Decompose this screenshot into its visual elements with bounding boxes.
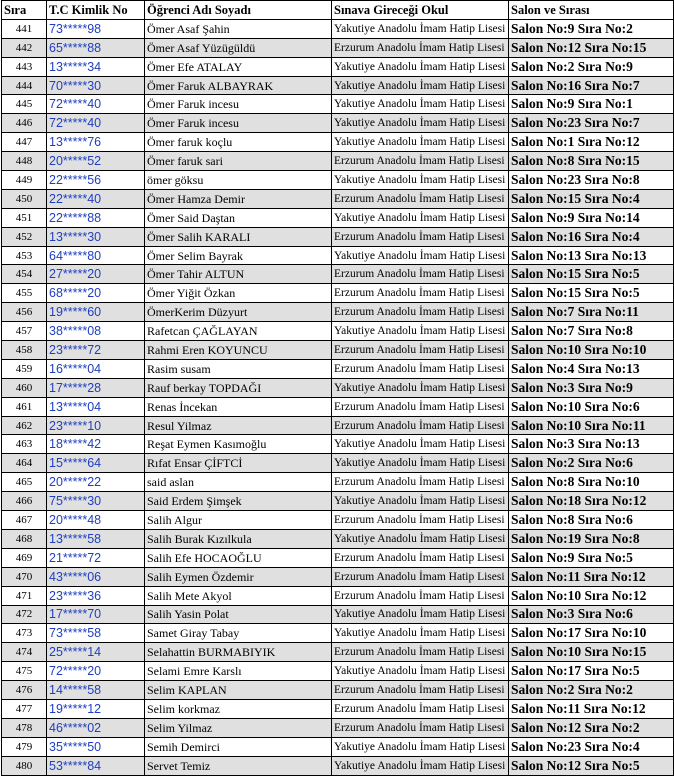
school-cell: Yakutiye Anadolu İmam Hatip Lisesi (332, 529, 509, 548)
tc-cell: 22*****40 (47, 189, 145, 208)
tc-cell: 25*****14 (47, 643, 145, 662)
table-row (2, 359, 674, 378)
salon-cell: Salon No:8 Sıra No:10 (509, 473, 674, 492)
name-cell: Ömer faruk sari (145, 152, 332, 171)
table-row (2, 586, 674, 605)
table-row (2, 511, 674, 530)
sira-cell: 452 (2, 227, 47, 246)
name-cell: Selim korkmaz (145, 699, 332, 718)
name-cell: Ömer Salih KARALI (145, 227, 332, 246)
school-cell: Erzurum Anadolu İmam Hatip Lisesi (332, 548, 509, 567)
table-row (2, 114, 674, 133)
name-cell: Ömer Tahir ALTUN (145, 265, 332, 284)
salon-cell: Salon No:10 Sıra No:10 (509, 341, 674, 360)
name-cell: Ömer Said Daştan (145, 208, 332, 227)
salon-cell: Salon No:23 Sıra No:7 (509, 114, 674, 133)
salon-cell: Salon No:8 Sıra No:6 (509, 511, 674, 530)
sira-cell: 478 (2, 718, 47, 737)
school-cell: Yakutiye Anadolu İmam Hatip Lisesi (332, 57, 509, 76)
tc-cell: 68*****20 (47, 284, 145, 303)
name-cell: Samet Giray Tabay (145, 624, 332, 643)
name-cell: Salih Eymen Özdemir (145, 567, 332, 586)
name-cell: Ömer Asaf Şahin (145, 19, 332, 38)
salon-cell: Salon No:15 Sıra No:4 (509, 189, 674, 208)
salon-cell: Salon No:13 Sıra No:13 (509, 246, 674, 265)
sira-cell: 461 (2, 397, 47, 416)
sira-cell: 463 (2, 435, 47, 454)
school-cell: Yakutiye Anadolu İmam Hatip Lisesi (332, 322, 509, 341)
name-cell: Rıfat Ensar ÇİFTCİ (145, 454, 332, 473)
salon-cell: Salon No:18 Sıra No:12 (509, 492, 674, 511)
header-salon: Salon ve Sırası (509, 1, 674, 20)
tc-cell: 35*****50 (47, 737, 145, 756)
salon-cell: Salon No:2 Sıra No:6 (509, 454, 674, 473)
tc-cell: 21*****72 (47, 548, 145, 567)
table-row (2, 303, 674, 322)
name-cell: Rafetcan ÇAĞLAYAN (145, 322, 332, 341)
tc-cell: 20*****48 (47, 511, 145, 530)
table-body (2, 19, 674, 775)
name-cell: Ömer Faruk incesu (145, 95, 332, 114)
name-cell: Selahattin BURMABIYIK (145, 643, 332, 662)
sira-cell: 477 (2, 699, 47, 718)
sira-cell: 464 (2, 454, 47, 473)
tc-cell: 43*****06 (47, 567, 145, 586)
sira-cell: 469 (2, 548, 47, 567)
table-row (2, 756, 674, 775)
salon-cell: Salon No:10 Sıra No:11 (509, 416, 674, 435)
salon-cell: Salon No:1 Sıra No:12 (509, 133, 674, 152)
table-row (2, 492, 674, 511)
name-cell: Semih Demirci (145, 737, 332, 756)
sira-cell: 449 (2, 171, 47, 190)
sira-cell: 446 (2, 114, 47, 133)
name-cell: Salih Yasin Polat (145, 605, 332, 624)
school-cell: Yakutiye Anadolu İmam Hatip Lisesi (332, 114, 509, 133)
name-cell: Selim Yilmaz (145, 718, 332, 737)
table-row (2, 397, 674, 416)
salon-cell: Salon No:16 Sıra No:7 (509, 76, 674, 95)
table-row (2, 567, 674, 586)
school-cell: Yakutiye Anadolu İmam Hatip Lisesi (332, 378, 509, 397)
salon-cell: Salon No:23 Sıra No:8 (509, 171, 674, 190)
table-row (2, 322, 674, 341)
name-cell: Ömer Faruk incesu (145, 114, 332, 133)
school-cell: Erzurum Anadolu İmam Hatip Lisesi (332, 473, 509, 492)
table-row (2, 284, 674, 303)
tc-cell: 17*****28 (47, 378, 145, 397)
school-cell: Yakutiye Anadolu İmam Hatip Lisesi (332, 605, 509, 624)
salon-cell: Salon No:7 Sıra No:8 (509, 322, 674, 341)
table-row (2, 95, 674, 114)
school-cell: Erzurum Anadolu İmam Hatip Lisesi (332, 359, 509, 378)
school-cell: Erzurum Anadolu İmam Hatip Lisesi (332, 303, 509, 322)
tc-cell: 13*****34 (47, 57, 145, 76)
school-cell: Yakutiye Anadolu İmam Hatip Lisesi (332, 624, 509, 643)
table-row (2, 435, 674, 454)
tc-cell: 20*****22 (47, 473, 145, 492)
name-cell: Rahmi Eren KOYUNCU (145, 341, 332, 360)
school-cell: Yakutiye Anadolu İmam Hatip Lisesi (332, 756, 509, 775)
name-cell: Ömer Efe ATALAY (145, 57, 332, 76)
salon-cell: Salon No:9 Sıra No:2 (509, 19, 674, 38)
name-cell: Selim KAPLAN (145, 681, 332, 700)
school-cell: Yakutiye Anadolu İmam Hatip Lisesi (332, 737, 509, 756)
table-row (2, 265, 674, 284)
school-cell: Erzurum Anadolu İmam Hatip Lisesi (332, 265, 509, 284)
name-cell: Resul Yilmaz (145, 416, 332, 435)
name-cell: ÖmerKerim Düzyurt (145, 303, 332, 322)
school-cell: Yakutiye Anadolu İmam Hatip Lisesi (332, 19, 509, 38)
school-cell: Yakutiye Anadolu İmam Hatip Lisesi (332, 246, 509, 265)
table-row (2, 681, 674, 700)
name-cell: Salih Mete Akyol (145, 586, 332, 605)
school-cell: Erzurum Anadolu İmam Hatip Lisesi (332, 397, 509, 416)
salon-cell: Salon No:16 Sıra No:4 (509, 227, 674, 246)
school-cell: Yakutiye Anadolu İmam Hatip Lisesi (332, 435, 509, 454)
table-row (2, 473, 674, 492)
name-cell: Salih Burak Kızılkula (145, 529, 332, 548)
header-row (2, 1, 674, 20)
school-cell: Erzurum Anadolu İmam Hatip Lisesi (332, 416, 509, 435)
school-cell: Erzurum Anadolu İmam Hatip Lisesi (332, 643, 509, 662)
salon-cell: Salon No:12 Sıra No:2 (509, 718, 674, 737)
name-cell: Ömer Faruk ALBAYRAK (145, 76, 332, 95)
name-cell: Rauf berkay TOPDAĞI (145, 378, 332, 397)
salon-cell: Salon No:10 Sıra No:12 (509, 586, 674, 605)
header-sira: Sıra (2, 1, 47, 20)
name-cell: Rasim susam (145, 359, 332, 378)
tc-cell: 46*****02 (47, 718, 145, 737)
sira-cell: 453 (2, 246, 47, 265)
tc-cell: 22*****56 (47, 171, 145, 190)
salon-cell: Salon No:11 Sıra No:12 (509, 699, 674, 718)
table-row (2, 171, 674, 190)
table-row (2, 699, 674, 718)
sira-cell: 473 (2, 624, 47, 643)
table-row (2, 152, 674, 171)
sira-cell: 468 (2, 529, 47, 548)
table-row (2, 454, 674, 473)
tc-cell: 53*****84 (47, 756, 145, 775)
table-row (2, 416, 674, 435)
school-cell: Yakutiye Anadolu İmam Hatip Lisesi (332, 76, 509, 95)
tc-cell: 22*****88 (47, 208, 145, 227)
sira-cell: 465 (2, 473, 47, 492)
sira-cell: 447 (2, 133, 47, 152)
table-row (2, 227, 674, 246)
school-cell: Erzurum Anadolu İmam Hatip Lisesi (332, 586, 509, 605)
tc-cell: 72*****40 (47, 95, 145, 114)
salon-cell: Salon No:12 Sıra No:5 (509, 756, 674, 775)
name-cell: Said Erdem Şimşek (145, 492, 332, 511)
sira-cell: 459 (2, 359, 47, 378)
sira-cell: 444 (2, 76, 47, 95)
tc-cell: 19*****12 (47, 699, 145, 718)
sira-cell: 454 (2, 265, 47, 284)
school-cell: Erzurum Anadolu İmam Hatip Lisesi (332, 567, 509, 586)
salon-cell: Salon No:3 Sıra No:9 (509, 378, 674, 397)
tc-cell: 27*****20 (47, 265, 145, 284)
school-cell: Erzurum Anadolu İmam Hatip Lisesi (332, 681, 509, 700)
name-cell: Ömer Hamza Demir (145, 189, 332, 208)
sira-cell: 471 (2, 586, 47, 605)
header-okul: Sınava Gireceği Okul (332, 1, 509, 20)
school-cell: Erzurum Anadolu İmam Hatip Lisesi (332, 284, 509, 303)
school-cell: Yakutiye Anadolu İmam Hatip Lisesi (332, 492, 509, 511)
tc-cell: 73*****58 (47, 624, 145, 643)
salon-cell: Salon No:2 Sıra No:2 (509, 681, 674, 700)
tc-cell: 23*****36 (47, 586, 145, 605)
name-cell: Salih Efe HOCAOĞLU (145, 548, 332, 567)
school-cell: Yakutiye Anadolu İmam Hatip Lisesi (332, 133, 509, 152)
school-cell: Yakutiye Anadolu İmam Hatip Lisesi (332, 171, 509, 190)
tc-cell: 13*****76 (47, 133, 145, 152)
tc-cell: 65*****88 (47, 38, 145, 57)
tc-cell: 13*****30 (47, 227, 145, 246)
salon-cell: Salon No:3 Sıra No:6 (509, 605, 674, 624)
sira-cell: 470 (2, 567, 47, 586)
school-cell: Yakutiye Anadolu İmam Hatip Lisesi (332, 454, 509, 473)
salon-cell: Salon No:17 Sıra No:5 (509, 662, 674, 681)
salon-cell: Salon No:7 Sıra No:11 (509, 303, 674, 322)
tc-cell: 73*****98 (47, 19, 145, 38)
header-tc: T.C Kimlik No (47, 1, 145, 20)
tc-cell: 23*****10 (47, 416, 145, 435)
sira-cell: 460 (2, 378, 47, 397)
sira-cell: 462 (2, 416, 47, 435)
table-row (2, 718, 674, 737)
sira-cell: 467 (2, 511, 47, 530)
tc-cell: 13*****58 (47, 529, 145, 548)
sira-cell: 457 (2, 322, 47, 341)
sira-cell: 448 (2, 152, 47, 171)
tc-cell: 16*****04 (47, 359, 145, 378)
sira-cell: 476 (2, 681, 47, 700)
name-cell: Servet Temiz (145, 756, 332, 775)
table-row (2, 76, 674, 95)
salon-cell: Salon No:12 Sıra No:15 (509, 38, 674, 57)
table-row (2, 133, 674, 152)
salon-cell: Salon No:15 Sıra No:5 (509, 284, 674, 303)
school-cell: Erzurum Anadolu İmam Hatip Lisesi (332, 189, 509, 208)
tc-cell: 14*****58 (47, 681, 145, 700)
tc-cell: 19*****60 (47, 303, 145, 322)
table-row (2, 548, 674, 567)
sira-cell: 474 (2, 643, 47, 662)
school-cell: Yakutiye Anadolu İmam Hatip Lisesi (332, 95, 509, 114)
sira-cell: 480 (2, 756, 47, 775)
tc-cell: 13*****04 (47, 397, 145, 416)
table-row (2, 737, 674, 756)
salon-cell: Salon No:23 Sıra No:4 (509, 737, 674, 756)
name-cell: Selami Emre Karslı (145, 662, 332, 681)
sira-cell: 442 (2, 38, 47, 57)
table-row (2, 378, 674, 397)
name-cell: Ömer Asaf Yüzügüldü (145, 38, 332, 57)
sira-cell: 479 (2, 737, 47, 756)
tc-cell: 38*****08 (47, 322, 145, 341)
tc-cell: 70*****30 (47, 76, 145, 95)
table-row (2, 529, 674, 548)
sira-cell: 455 (2, 284, 47, 303)
salon-cell: Salon No:2 Sıra No:9 (509, 57, 674, 76)
name-cell: Ömer faruk koçlu (145, 133, 332, 152)
table-row (2, 341, 674, 360)
table-row (2, 57, 674, 76)
sira-cell: 441 (2, 19, 47, 38)
sira-cell: 466 (2, 492, 47, 511)
name-cell: ömer göksu (145, 171, 332, 190)
name-cell: Salih Algur (145, 511, 332, 530)
salon-cell: Salon No:15 Sıra No:5 (509, 265, 674, 284)
salon-cell: Salon No:9 Sıra No:1 (509, 95, 674, 114)
tc-cell: 23*****72 (47, 341, 145, 360)
salon-cell: Salon No:9 Sıra No:5 (509, 548, 674, 567)
sira-cell: 472 (2, 605, 47, 624)
sira-cell: 443 (2, 57, 47, 76)
school-cell: Erzurum Anadolu İmam Hatip Lisesi (332, 341, 509, 360)
school-cell: Yakutiye Anadolu İmam Hatip Lisesi (332, 208, 509, 227)
salon-cell: Salon No:10 Sıra No:6 (509, 397, 674, 416)
table-row (2, 662, 674, 681)
school-cell: Yakutiye Anadolu İmam Hatip Lisesi (332, 662, 509, 681)
salon-cell: Salon No:9 Sıra No:14 (509, 208, 674, 227)
salon-cell: Salon No:8 Sıra No:15 (509, 152, 674, 171)
sira-cell: 451 (2, 208, 47, 227)
school-cell: Erzurum Anadolu İmam Hatip Lisesi (332, 227, 509, 246)
tc-cell: 75*****30 (47, 492, 145, 511)
school-cell: Erzurum Anadolu İmam Hatip Lisesi (332, 699, 509, 718)
tc-cell: 20*****52 (47, 152, 145, 171)
table-row (2, 189, 674, 208)
tc-cell: 15*****64 (47, 454, 145, 473)
table-row (2, 643, 674, 662)
name-cell: Reşat Eymen Kasımoğlu (145, 435, 332, 454)
name-cell: Renas İncekan (145, 397, 332, 416)
salon-cell: Salon No:11 Sıra No:12 (509, 567, 674, 586)
salon-cell: Salon No:17 Sıra No:10 (509, 624, 674, 643)
tc-cell: 72*****40 (47, 114, 145, 133)
table-row (2, 605, 674, 624)
name-cell: said aslan (145, 473, 332, 492)
tc-cell: 64*****80 (47, 246, 145, 265)
tc-cell: 18*****42 (47, 435, 145, 454)
table-row (2, 38, 674, 57)
school-cell: Erzurum Anadolu İmam Hatip Lisesi (332, 511, 509, 530)
table-row (2, 208, 674, 227)
name-cell: Ömer Yiğit Özkan (145, 284, 332, 303)
tc-cell: 17*****70 (47, 605, 145, 624)
sira-cell: 475 (2, 662, 47, 681)
sira-cell: 458 (2, 341, 47, 360)
exam-seating-table (1, 0, 674, 776)
table-row (2, 624, 674, 643)
sira-cell: 450 (2, 189, 47, 208)
school-cell: Erzurum Anadolu İmam Hatip Lisesi (332, 38, 509, 57)
salon-cell: Salon No:3 Sıra No:13 (509, 435, 674, 454)
header-ad: Öğrenci Adı Soyadı (145, 1, 332, 20)
sira-cell: 456 (2, 303, 47, 322)
salon-cell: Salon No:10 Sıra No:15 (509, 643, 674, 662)
school-cell: Erzurum Anadolu İmam Hatip Lisesi (332, 718, 509, 737)
school-cell: Erzurum Anadolu İmam Hatip Lisesi (332, 152, 509, 171)
salon-cell: Salon No:4 Sıra No:13 (509, 359, 674, 378)
sira-cell: 445 (2, 95, 47, 114)
table-row (2, 246, 674, 265)
tc-cell: 72*****20 (47, 662, 145, 681)
salon-cell: Salon No:19 Sıra No:8 (509, 529, 674, 548)
table-row (2, 19, 674, 38)
name-cell: Ömer Selim Bayrak (145, 246, 332, 265)
